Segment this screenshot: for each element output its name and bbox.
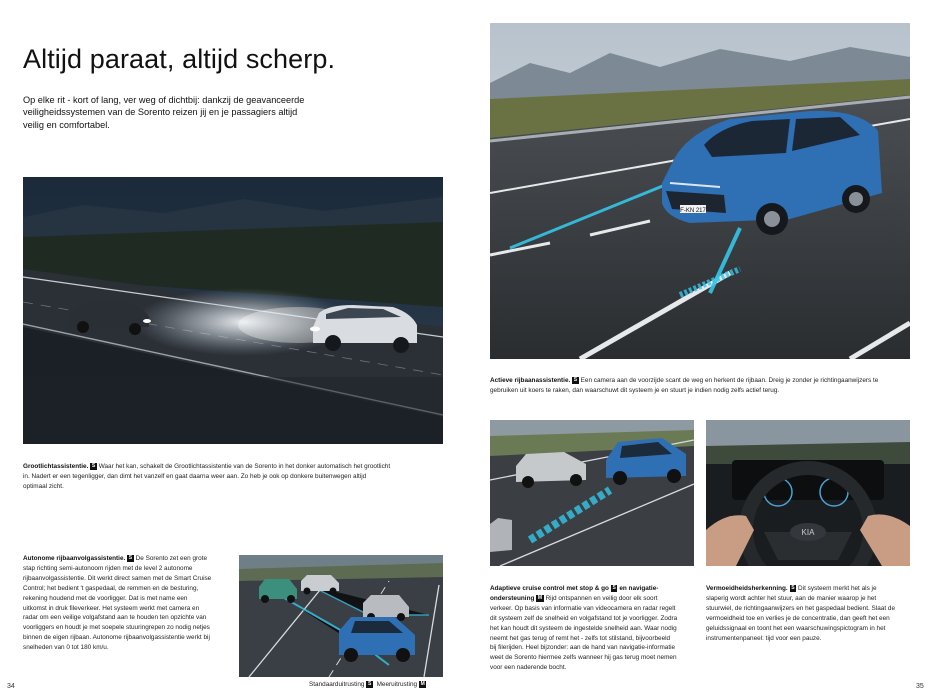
- svg-text:KIA: KIA: [801, 528, 815, 537]
- lane-keep-caption: Actieve rijbaanassistentie. S Een camera aan de voorzijde scant de weg en herkent de rijbaan. Dreig je zonder je richtingaanwijzers te gebruiken uit koers te raken, dan waarschuwt dit systeem je en stuurt je indien nodig zelfs actief terug.: [490, 377, 879, 394]
- page-number-left: 34: [7, 683, 15, 690]
- fatigue-caption: Vermoeidheidsherkenning. S Dit systeem merkt het als je slaperig wordt achter het stuur, aan de manier waarop je het stuurwiel, de richtingaanwijzers en het gaspedaal bedient. Slaat de vermoeidheid toe en verlies je de concentratie, dan geeft het een geluidssignaal en toont het een waarschuwingspictogram in het instrumentenpaneel: tijd voor een pauze.: [706, 585, 895, 642]
- license-plate: F-KN 217: [680, 208, 706, 214]
- cruise-control-photo: [490, 420, 694, 566]
- equipment-legend: Standaarduitrusting S Meeruitrusting M: [309, 681, 425, 688]
- page-number-right: 35: [916, 683, 924, 690]
- cruise-control-caption: Adaptieve cruise control met stop & go S en navigatie- ondersteuning M Rijd ontspannen en veilig door elk soort verkeer. Op basis van informatie van videocamera en radar regelt dit systeem zelf de snelheid en volgafstand tot je voorligger. Zodra het kan houdt dit systeem de ingestelde snelheid aan. Waar nodig neemt het gas terug of remt het - zelfs tot stilstand, bijvoorbeeld bij filerijden. Heel bijzonder: aan de hand van navigatie-informatie weet de Sorento hiermee zelfs wanneer hij gas terug moet nemen voor een naderende bocht.: [490, 585, 678, 672]
- standard-equipment-badge: S: [128, 555, 133, 561]
- standard-equipment-badge: S: [91, 463, 96, 469]
- standard-equipment-badge: S: [612, 585, 616, 591]
- high-beam-photo: [23, 177, 443, 444]
- page-title: Altijd paraat, altijd scherp.: [23, 44, 336, 74]
- lane-keep-photo: [490, 23, 910, 359]
- extra-legend-badge: M: [420, 681, 425, 687]
- standard-legend-badge: S: [367, 681, 372, 687]
- standard-equipment-badge: S: [573, 377, 578, 383]
- intro-paragraph: Op elke rit - kort of lang, ver weg of dichtbij: dankzij de geavanceerde veiligheidssystemen van de Sorento reizen jij en je passagiers altijd veilig en comfortabel.: [23, 95, 305, 130]
- extra-equipment-badge: M: [537, 594, 543, 601]
- standard-equipment-badge: S: [791, 585, 795, 591]
- fatigue-photo: [706, 420, 910, 566]
- high-beam-caption: Grootlichtassistentie. S Waar het kan, schakelt de Grootlichtassistentie van de Sorento in het donker automatisch het grootlicht in. Nadert er een tegenligger, dan dimt het vanzelf en gaat daarna weer aan. Zo heb je ook op donkere buitenwegen altijd optimaal zicht.: [23, 463, 391, 490]
- lane-follow-caption: Autonome rijbaanvolgassistentie. S De Sorento zet een grote stap richting semi-autonoom rijden met de level 2 autonome rijbaanvolgassistentie. Dit werkt direct samen met de Smart Cruise Control; het bedient 't gaspedaal, de remmen en de besturing, rekening houdend met de voorligger. Dat is met name een uitkomst in druk fileverkeer. Het systeem werkt met camera en radar om een veilige volgafstand aan te houden ten opzichte van voorliggers en houdt je met soepele stuuringrepen zo nodig netjes binnen de eigen rijbaan. Autonome rijbaanvolgassistentie werkt bij snelheden van 0 tot 180 km/u.: [23, 555, 212, 652]
- lane-follow-photo: [239, 555, 443, 677]
